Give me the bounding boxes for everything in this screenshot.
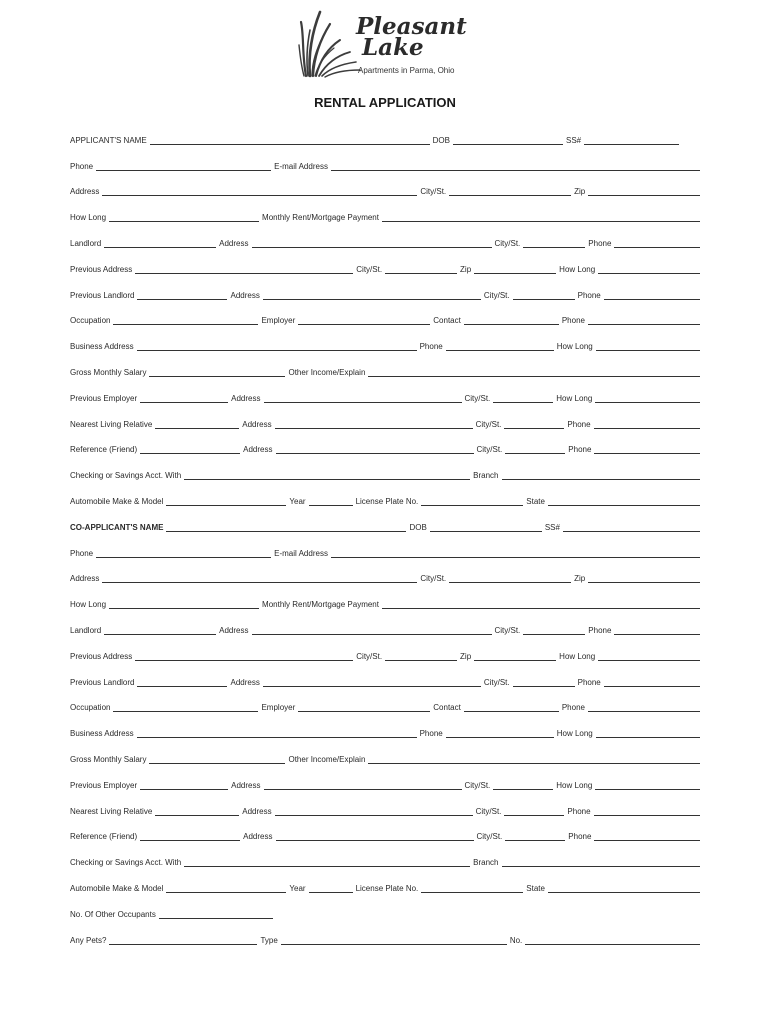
occupants-field[interactable] bbox=[159, 909, 273, 919]
dob-field[interactable] bbox=[453, 135, 563, 145]
prev-landlord-field[interactable] bbox=[137, 290, 227, 300]
prev-how-long-label: How Long bbox=[559, 264, 596, 274]
co-how-long-label: How Long bbox=[70, 600, 107, 610]
plate-field[interactable] bbox=[421, 496, 523, 506]
co-rent-label: Monthly Rent/Mortgage Payment bbox=[262, 600, 379, 610]
co-ss-label: SS# bbox=[544, 522, 560, 532]
pleasant-lake-logo bbox=[298, 10, 473, 80]
prev-employer-address-label: Address bbox=[231, 393, 261, 403]
co-occupation-label: Occupation bbox=[70, 703, 111, 713]
prev-how-long-field[interactable] bbox=[598, 264, 700, 274]
co-reference-city-label: City/St. bbox=[476, 832, 503, 842]
co-phone-row bbox=[70, 533, 700, 559]
prev-landlord-phone-field[interactable] bbox=[604, 290, 700, 300]
co-reference-address-label: Address bbox=[243, 832, 273, 842]
co-prev-how-long-field[interactable] bbox=[598, 651, 700, 661]
co-landlord-label: Landlord bbox=[70, 625, 102, 635]
email-field[interactable] bbox=[331, 161, 700, 171]
type-label: Type bbox=[260, 935, 278, 945]
ss-label: SS# bbox=[566, 135, 582, 145]
prev-address-field[interactable] bbox=[135, 264, 353, 274]
co-relative-city-field[interactable] bbox=[504, 806, 564, 816]
co-occupation-row bbox=[70, 688, 700, 714]
landlord-phone-label: Phone bbox=[588, 238, 612, 248]
business-how-long-field[interactable] bbox=[596, 341, 700, 351]
prev-employer-field[interactable] bbox=[140, 393, 228, 403]
logo-subtitle: Apartments in Parma, Ohio bbox=[358, 66, 455, 75]
other-income-field[interactable] bbox=[368, 367, 700, 377]
logo-wordmark bbox=[356, 13, 467, 61]
co-business-how-long-field[interactable] bbox=[596, 728, 700, 738]
phone-field[interactable] bbox=[96, 161, 271, 171]
prev-employer-address-field[interactable] bbox=[264, 393, 462, 403]
relative-phone-label: Phone bbox=[567, 419, 591, 429]
state-label: State bbox=[526, 496, 545, 506]
co-checking-row bbox=[70, 842, 700, 868]
co-automobile-row bbox=[70, 868, 700, 894]
business-how-long-label: How Long bbox=[556, 342, 593, 352]
co-checking-label: Checking or Savings Acct. With bbox=[70, 858, 182, 868]
rent-label: Monthly Rent/Mortgage Payment bbox=[262, 213, 379, 223]
co-address-label: Address bbox=[70, 574, 100, 584]
co-state-field[interactable] bbox=[548, 883, 700, 893]
co-prev-employer-address-field[interactable] bbox=[264, 780, 462, 790]
co-reference-phone-field[interactable] bbox=[594, 831, 700, 841]
co-landlord-address-field[interactable] bbox=[252, 625, 492, 635]
co-relative-city-label: City/St. bbox=[475, 806, 502, 816]
co-checking-field[interactable] bbox=[184, 857, 470, 867]
gross-salary-field[interactable] bbox=[149, 367, 285, 377]
co-prev-zip-field[interactable] bbox=[474, 651, 556, 661]
checking-field[interactable] bbox=[184, 470, 470, 480]
co-landlord-row bbox=[70, 610, 700, 636]
co-landlord-phone-label: Phone bbox=[588, 625, 612, 635]
reference-phone-label: Phone bbox=[568, 445, 592, 455]
co-previous-address-row bbox=[70, 636, 700, 662]
co-reference-label: Reference (Friend) bbox=[70, 832, 138, 842]
previous-landlord-row bbox=[70, 275, 700, 301]
prev-landlord-phone-label: Phone bbox=[577, 290, 601, 300]
business-address-row bbox=[70, 326, 700, 352]
email-label: E-mail Address bbox=[274, 161, 328, 171]
branch-label: Branch bbox=[473, 471, 499, 481]
co-reference-row bbox=[70, 817, 700, 843]
landlord-phone-field[interactable] bbox=[614, 238, 700, 248]
prev-employer-how-long-label: How Long bbox=[556, 393, 593, 403]
previous-address-row bbox=[70, 249, 700, 275]
auto-field[interactable] bbox=[166, 496, 286, 506]
co-relative-phone-label: Phone bbox=[567, 806, 591, 816]
how-long-label: How Long bbox=[70, 213, 107, 223]
landlord-label: Landlord bbox=[70, 238, 102, 248]
co-business-address-row bbox=[70, 713, 700, 739]
co-reference-phone-label: Phone bbox=[568, 832, 592, 842]
rent-field[interactable] bbox=[382, 212, 700, 222]
co-prev-address-label: Previous Address bbox=[70, 651, 133, 661]
relative-phone-field[interactable] bbox=[594, 419, 700, 429]
co-business-how-long-label: How Long bbox=[556, 729, 593, 739]
landlord-field[interactable] bbox=[104, 238, 216, 248]
co-relative-address-label: Address bbox=[242, 806, 272, 816]
year-field[interactable] bbox=[309, 496, 353, 506]
reference-address-field[interactable] bbox=[276, 444, 474, 454]
co-other-income-field[interactable] bbox=[368, 754, 700, 764]
business-phone-field[interactable] bbox=[446, 341, 554, 351]
co-prev-address-field[interactable] bbox=[135, 651, 353, 661]
year-label: Year bbox=[289, 496, 306, 506]
co-business-address-label: Business Address bbox=[70, 729, 134, 739]
contact-field[interactable] bbox=[464, 315, 559, 325]
relative-field[interactable] bbox=[155, 419, 239, 429]
co-prev-employer-label: Previous Employer bbox=[70, 780, 138, 790]
co-state-label: State bbox=[526, 883, 545, 893]
business-address-label: Business Address bbox=[70, 342, 134, 352]
co-prev-landlord-label: Previous Landlord bbox=[70, 677, 135, 687]
reference-field[interactable] bbox=[140, 444, 240, 454]
co-landlord-city-label: City/St. bbox=[494, 625, 521, 635]
auto-label: Automobile Make & Model bbox=[70, 496, 164, 506]
landlord-city-label: City/St. bbox=[494, 238, 521, 248]
prev-landlord-city-label: City/St. bbox=[483, 290, 510, 300]
co-other-income-label: Other Income/Explain bbox=[288, 754, 366, 764]
co-employer-field[interactable] bbox=[298, 702, 430, 712]
co-city-label: City/St. bbox=[420, 574, 447, 584]
co-prev-landlord-phone-label: Phone bbox=[577, 677, 601, 687]
reference-city-label: City/St. bbox=[476, 445, 503, 455]
co-reference-city-field[interactable] bbox=[505, 831, 565, 841]
relative-city-label: City/St. bbox=[475, 419, 502, 429]
co-zip-label: Zip bbox=[574, 574, 586, 584]
co-prev-employer-city-label: City/St. bbox=[464, 780, 491, 790]
business-address-field[interactable] bbox=[137, 341, 417, 351]
co-employer-label: Employer bbox=[261, 703, 296, 713]
page-title: RENTAL APPLICATION bbox=[314, 95, 456, 110]
prev-landlord-label: Previous Landlord bbox=[70, 290, 135, 300]
occupation-field[interactable] bbox=[113, 315, 258, 325]
other-income-label: Other Income/Explain bbox=[288, 367, 366, 377]
co-gross-salary-field[interactable] bbox=[149, 754, 285, 764]
co-previous-landlord-row bbox=[70, 662, 700, 688]
city-label: City/St. bbox=[420, 187, 447, 197]
prev-employer-city-label: City/St. bbox=[464, 393, 491, 403]
co-relative-row bbox=[70, 791, 700, 817]
reference-row bbox=[70, 430, 700, 456]
co-prev-how-long-label: How Long bbox=[559, 651, 596, 661]
co-year-label: Year bbox=[289, 883, 306, 893]
ss-field[interactable] bbox=[584, 135, 679, 145]
co-phone-label: Phone bbox=[70, 548, 94, 558]
co-prev-city-label: City/St. bbox=[356, 651, 383, 661]
checking-label: Checking or Savings Acct. With bbox=[70, 471, 182, 481]
state-field[interactable] bbox=[548, 496, 700, 506]
co-previous-employer-row bbox=[70, 765, 700, 791]
name-field[interactable] bbox=[150, 135, 430, 145]
co-address-field[interactable] bbox=[102, 573, 417, 583]
landlord-address-label: Address bbox=[219, 238, 249, 248]
prev-landlord-address-field[interactable] bbox=[263, 290, 481, 300]
co-landlord-phone-field[interactable] bbox=[614, 625, 700, 635]
co-prev-landlord-address-field[interactable] bbox=[263, 677, 481, 687]
plate-label: License Plate No. bbox=[355, 496, 419, 506]
address-row bbox=[70, 172, 700, 198]
reference-address-label: Address bbox=[243, 445, 273, 455]
co-prev-zip-label: Zip bbox=[460, 651, 472, 661]
landlord-city-field[interactable] bbox=[523, 238, 585, 248]
co-prev-employer-how-long-field[interactable] bbox=[595, 780, 700, 790]
prev-landlord-address-label: Address bbox=[230, 290, 260, 300]
type-field[interactable] bbox=[281, 935, 507, 945]
co-email-field[interactable] bbox=[331, 548, 700, 558]
logo-line1: Pleasant bbox=[356, 13, 467, 40]
occupation-label: Occupation bbox=[70, 316, 111, 326]
no-field[interactable] bbox=[525, 935, 700, 945]
co-ss-field[interactable] bbox=[563, 522, 700, 532]
address-label: Address bbox=[70, 187, 100, 197]
name-label: APPLICANT'S NAME bbox=[70, 135, 147, 145]
co-reference-field[interactable] bbox=[140, 831, 240, 841]
reference-label: Reference (Friend) bbox=[70, 445, 138, 455]
co-dob-field[interactable] bbox=[430, 522, 542, 532]
pets-label: Any Pets? bbox=[70, 935, 107, 945]
occ-phone-field[interactable] bbox=[588, 315, 700, 325]
co-plate-label: License Plate No. bbox=[355, 883, 419, 893]
co-business-phone-label: Phone bbox=[419, 729, 443, 739]
how-long-field[interactable] bbox=[109, 212, 259, 222]
previous-employer-row bbox=[70, 378, 700, 404]
employer-label: Employer bbox=[261, 316, 296, 326]
prev-employer-city-field[interactable] bbox=[493, 393, 553, 403]
co-auto-label: Automobile Make & Model bbox=[70, 883, 164, 893]
occupation-row bbox=[70, 301, 700, 327]
co-how-long-row bbox=[70, 584, 700, 610]
reference-phone-field[interactable] bbox=[594, 444, 700, 454]
prev-address-label: Previous Address bbox=[70, 264, 133, 274]
applicant-name-row bbox=[70, 120, 700, 146]
relative-address-label: Address bbox=[242, 419, 272, 429]
co-prev-landlord-address-label: Address bbox=[230, 677, 260, 687]
phone-label: Phone bbox=[70, 161, 94, 171]
contact-label: Contact bbox=[433, 316, 461, 326]
occ-phone-label: Phone bbox=[561, 316, 585, 326]
logo-line2: Lake bbox=[362, 34, 424, 61]
co-name-field[interactable] bbox=[166, 522, 406, 532]
co-prev-landlord-phone-field[interactable] bbox=[604, 677, 700, 687]
co-phone-field[interactable] bbox=[96, 548, 271, 558]
co-reference-address-field[interactable] bbox=[276, 831, 474, 841]
co-prev-landlord-city-label: City/St. bbox=[483, 677, 510, 687]
co-relative-label: Nearest Living Relative bbox=[70, 806, 153, 816]
co-city-field[interactable] bbox=[449, 573, 571, 583]
branch-field[interactable] bbox=[502, 470, 700, 480]
co-prev-employer-field[interactable] bbox=[140, 780, 228, 790]
co-occupation-field[interactable] bbox=[113, 702, 258, 712]
how-long-row bbox=[70, 197, 700, 223]
co-contact-label: Contact bbox=[433, 703, 461, 713]
co-business-phone-field[interactable] bbox=[446, 728, 554, 738]
co-prev-city-field[interactable] bbox=[385, 651, 457, 661]
employer-field[interactable] bbox=[298, 315, 430, 325]
occupants-row bbox=[70, 894, 700, 920]
co-landlord-city-field[interactable] bbox=[523, 625, 585, 635]
salary-row bbox=[70, 352, 700, 378]
business-phone-label: Phone bbox=[419, 342, 443, 352]
co-prev-employer-city-field[interactable] bbox=[493, 780, 553, 790]
relative-row bbox=[70, 404, 700, 430]
co-rent-field[interactable] bbox=[382, 599, 700, 609]
phone-row bbox=[70, 146, 700, 172]
co-plate-field[interactable] bbox=[421, 883, 523, 893]
co-relative-phone-field[interactable] bbox=[594, 806, 700, 816]
dob-label: DOB bbox=[432, 135, 450, 145]
prev-employer-label: Previous Employer bbox=[70, 393, 138, 403]
prev-city-field[interactable] bbox=[385, 264, 457, 274]
prev-landlord-city-field[interactable] bbox=[513, 290, 575, 300]
co-email-label: E-mail Address bbox=[274, 548, 328, 558]
co-address-row bbox=[70, 559, 700, 585]
co-prev-employer-how-long-label: How Long bbox=[556, 780, 593, 790]
co-landlord-field[interactable] bbox=[104, 625, 216, 635]
co-prev-landlord-city-field[interactable] bbox=[513, 677, 575, 687]
coapplicant-name-row bbox=[70, 507, 700, 533]
application-form bbox=[70, 120, 700, 946]
co-occ-phone-label: Phone bbox=[561, 703, 585, 713]
no-label: No. bbox=[509, 935, 523, 945]
co-dob-label: DOB bbox=[409, 522, 427, 532]
co-relative-address-field[interactable] bbox=[275, 806, 473, 816]
co-gross-salary-label: Gross Monthly Salary bbox=[70, 754, 147, 764]
co-prev-employer-address-label: Address bbox=[231, 780, 261, 790]
co-prev-landlord-field[interactable] bbox=[137, 677, 227, 687]
co-occ-phone-field[interactable] bbox=[588, 702, 700, 712]
relative-city-field[interactable] bbox=[504, 419, 564, 429]
co-auto-field[interactable] bbox=[166, 883, 286, 893]
co-branch-field[interactable] bbox=[502, 857, 700, 867]
co-relative-field[interactable] bbox=[155, 806, 239, 816]
occupants-label: No. Of Other Occupants bbox=[70, 909, 156, 919]
reference-city-field[interactable] bbox=[505, 444, 565, 454]
prev-employer-how-long-field[interactable] bbox=[595, 393, 700, 403]
co-zip-field[interactable] bbox=[588, 573, 700, 583]
zip-label: Zip bbox=[574, 187, 586, 197]
landlord-row bbox=[70, 223, 700, 249]
co-how-long-field[interactable] bbox=[109, 599, 259, 609]
landlord-address-field[interactable] bbox=[252, 238, 492, 248]
pets-field[interactable] bbox=[109, 935, 257, 945]
co-contact-field[interactable] bbox=[464, 702, 559, 712]
checking-row bbox=[70, 455, 700, 481]
co-name-label: CO-APPLICANT'S NAME bbox=[70, 522, 164, 532]
automobile-row bbox=[70, 481, 700, 507]
prev-zip-field[interactable] bbox=[474, 264, 556, 274]
zip-field[interactable] bbox=[588, 186, 700, 196]
address-field[interactable] bbox=[102, 186, 417, 196]
co-year-field[interactable] bbox=[309, 883, 353, 893]
co-salary-row bbox=[70, 739, 700, 765]
pets-row bbox=[70, 920, 700, 946]
co-branch-label: Branch bbox=[473, 858, 499, 868]
co-business-address-field[interactable] bbox=[137, 728, 417, 738]
co-landlord-address-label: Address bbox=[219, 625, 249, 635]
gross-salary-label: Gross Monthly Salary bbox=[70, 367, 147, 377]
relative-address-field[interactable] bbox=[275, 419, 473, 429]
prev-zip-label: Zip bbox=[460, 264, 472, 274]
city-field[interactable] bbox=[449, 186, 571, 196]
relative-label: Nearest Living Relative bbox=[70, 419, 153, 429]
prev-city-label: City/St. bbox=[356, 264, 383, 274]
